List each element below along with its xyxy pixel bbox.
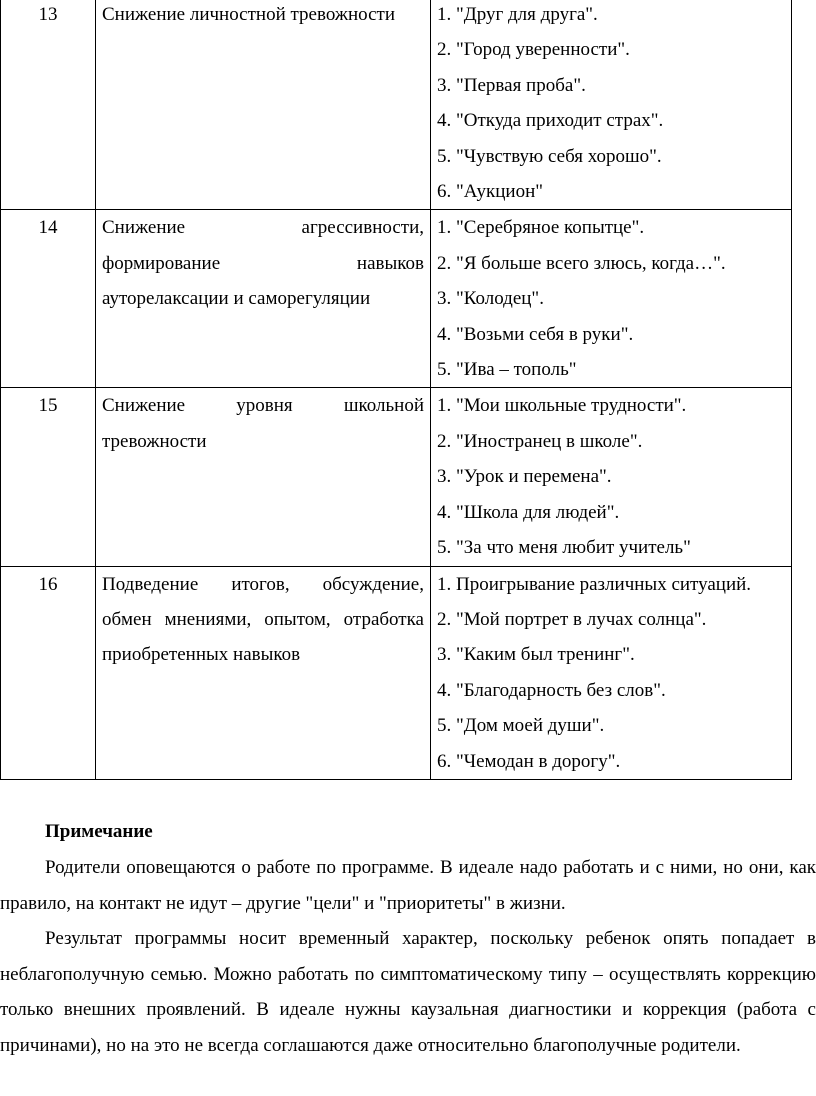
exercise-item: 5. "Дом моей души". [437, 715, 605, 737]
note-paragraph-2: Результат программы носит временный характер, поскольку ребенок опять попадает в неблагополучную семью. Можно работать по симптоматическому типу – осуществлять коррекцию только внешних проявлений. В идеале нужны каузальная диагностики и коррекция (работа с причинами), но на это не всегда соглашаются даже относительно благополучные родители. [0, 928, 816, 1056]
note-title: Примечание [45, 821, 153, 842]
exercise-item: 2. "Мой портрет в лучах солнца". [437, 608, 707, 630]
exercise-item: 1. "Серебряное копытце". [437, 217, 645, 239]
topic-line: приобретенных навыков [102, 644, 301, 666]
table-row [1, 0, 792, 210]
topic-line: тревожности [102, 430, 207, 452]
row-topic [96, 566, 431, 779]
topic-line: обмен мнениями, опытом, отработка [102, 608, 424, 630]
exercise-item: 3. "Урок и перемена". [437, 466, 612, 488]
topic-line: Снижение уровня школьной [102, 395, 424, 417]
topic-line: Снижение агрессивности, [102, 217, 424, 239]
topic-line: Подведение итогов, обсуждение, [102, 573, 424, 595]
row-number: 15 [1, 388, 96, 566]
table-row [1, 566, 792, 779]
table-body [1, 0, 792, 779]
table-row [1, 388, 792, 566]
row-number: 14 [1, 210, 96, 388]
row-exercises [431, 0, 792, 210]
topic-line: формирование навыков [102, 252, 424, 274]
row-number: 13 [1, 0, 96, 210]
exercise-item: 6. "Аукцион" [437, 181, 544, 203]
row-exercises [431, 566, 792, 779]
row-topic [96, 0, 431, 210]
row-topic [96, 388, 431, 566]
exercise-item: 4. "Благодарность без слов". [437, 679, 666, 701]
exercise-item: 3. "Первая проба". [437, 74, 586, 96]
exercise-item: 4. "Школа для людей". [437, 501, 620, 523]
exercise-item: 5. "Ива – тополь" [437, 359, 577, 381]
row-number: 16 [1, 566, 96, 779]
exercise-item: 1. "Мои школьные трудности". [437, 395, 687, 417]
note-section [0, 814, 816, 1063]
exercise-item: 5. "За что меня любит учитель" [437, 537, 691, 559]
topic-line: Снижение личностной тревожности [102, 4, 396, 25]
exercise-item: 2. "Я больше всего злюсь, когда…". [437, 252, 726, 274]
exercise-item: 1. Проигрывание различных ситуаций. [437, 573, 752, 595]
topic-line: ауторелаксации и саморегуляции [102, 288, 371, 310]
row-exercises [431, 210, 792, 388]
exercise-item: 4. "Возьми себя в руки". [437, 323, 634, 345]
row-exercises [431, 388, 792, 566]
table-row [1, 210, 792, 388]
exercise-item: 2. "Город уверенности". [437, 39, 630, 61]
note-paragraph-1: Родители оповещаются о работе по программе. В идеале надо работать и с ними, но они, как правило, на контакт не идут – другие "цели" и "приоритеты" в жизни. [0, 857, 816, 914]
exercise-item: 6. "Чемодан в дорогу". [437, 750, 621, 772]
exercise-item: 3. "Колодец". [437, 288, 544, 310]
exercise-item: 4. "Откуда приходит страх". [437, 110, 664, 132]
row-topic [96, 210, 431, 388]
exercise-item: 3. "Каким был тренинг". [437, 644, 635, 666]
exercise-item: 2. "Иностранец в школе". [437, 430, 643, 452]
exercise-item: 5. "Чувствую себя хорошо". [437, 145, 662, 167]
exercise-item: 1. "Друг для друга". [437, 4, 598, 25]
